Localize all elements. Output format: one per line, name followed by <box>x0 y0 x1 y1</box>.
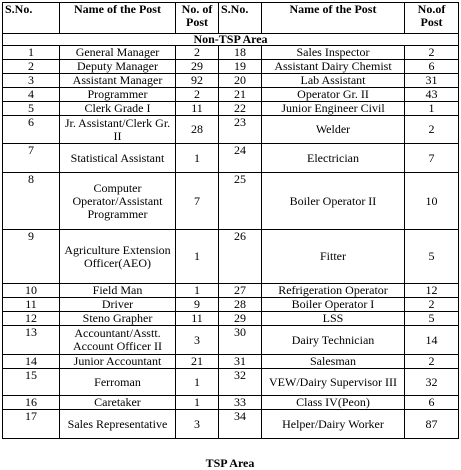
cell-post-name-2: Refrigeration Operator <box>262 284 405 298</box>
cell-post-name-2: Helper/Dairy Worker <box>262 410 405 439</box>
cell-sno-2: 30 <box>219 326 262 355</box>
cell-post-count-1: 3 <box>176 326 219 355</box>
cell-post-name-2: Sales Inspector <box>262 46 405 60</box>
cell-sno-2: 21 <box>219 88 262 102</box>
cell-post-name-2: Boiler Operator I <box>262 298 405 312</box>
table-row <box>3 88 459 102</box>
section-title: Non-TSP Area <box>3 34 459 46</box>
cell-post-name-1: Computer Operator/Assistant Programmer <box>60 173 176 230</box>
table-row <box>3 369 459 396</box>
cell-post-count-2: 7 <box>405 144 459 173</box>
cell-post-count-2: 10 <box>405 173 459 230</box>
cell-post-name-1: Steno Grapher <box>60 312 176 326</box>
cell-sno-1: 11 <box>3 298 60 312</box>
cell-post-count-1: 1 <box>176 144 219 173</box>
cell-sno-1: 1 <box>3 46 60 60</box>
table-row <box>3 60 459 74</box>
next-section-title: TSP Area <box>205 456 255 470</box>
cell-post-count-2: 32 <box>405 369 459 396</box>
cell-sno-2: 20 <box>219 74 262 88</box>
cell-post-name-1: Caretaker <box>60 396 176 410</box>
cell-post-count-1: 28 <box>176 116 219 144</box>
cell-post-name-2: Lab Assistant <box>262 74 405 88</box>
cell-post-count-1: 9 <box>176 298 219 312</box>
table-row <box>3 396 459 410</box>
cell-post-count-1: 7 <box>176 173 219 230</box>
cell-post-count-2: 43 <box>405 88 459 102</box>
cell-post-count-1: 21 <box>176 355 219 369</box>
header-post-count-1: No. of Post <box>176 3 219 34</box>
cell-post-count-1: 1 <box>176 230 219 284</box>
cell-post-name-2: Assistant Dairy Chemist <box>262 60 405 74</box>
table-row <box>3 144 459 173</box>
cell-post-count-2: 6 <box>405 60 459 74</box>
table-row <box>3 173 459 230</box>
cell-post-count-1: 2 <box>176 88 219 102</box>
cell-post-count-1: 3 <box>176 410 219 439</box>
cell-post-name-1: Junior Accountant <box>60 355 176 369</box>
cell-post-name-2: Dairy Technician <box>262 326 405 355</box>
cell-post-name-1: Programmer <box>60 88 176 102</box>
cell-post-name-1: Jr. Assistant/Clerk Gr. II <box>60 116 176 144</box>
cell-sno-2: 18 <box>219 46 262 60</box>
cell-post-name-1: Statistical Assistant <box>60 144 176 173</box>
cell-sno-2: 23 <box>219 116 262 144</box>
table-row <box>3 312 459 326</box>
cell-post-name-1: Assistant Manager <box>60 74 176 88</box>
cell-sno-2: 25 <box>219 173 262 230</box>
cell-post-count-2: 2 <box>405 116 459 144</box>
posts-table <box>2 2 459 439</box>
cell-sno-1: 12 <box>3 312 60 326</box>
cell-post-count-2: 1 <box>405 102 459 116</box>
header-row <box>3 3 459 34</box>
cell-post-count-2: 31 <box>405 74 459 88</box>
cell-sno-2: 33 <box>219 396 262 410</box>
cell-post-name-1: Deputy Manager <box>60 60 176 74</box>
cell-sno-1: 5 <box>3 102 60 116</box>
cell-post-name-2: Operator Gr. II <box>262 88 405 102</box>
cell-post-count-1: 11 <box>176 312 219 326</box>
cell-post-count-1: 11 <box>176 102 219 116</box>
cell-post-name-1: Driver <box>60 298 176 312</box>
cell-sno-2: 31 <box>219 355 262 369</box>
section-row <box>3 34 459 46</box>
cell-post-count-2: 6 <box>405 396 459 410</box>
cell-post-count-2: 5 <box>405 312 459 326</box>
cell-post-name-2: LSS <box>262 312 405 326</box>
cell-sno-1: 3 <box>3 74 60 88</box>
cell-sno-2: 27 <box>219 284 262 298</box>
cell-post-count-2: 14 <box>405 326 459 355</box>
cell-sno-1: 4 <box>3 88 60 102</box>
cell-sno-1: 16 <box>3 396 60 410</box>
header-post-count-2: No.of Post <box>405 3 459 34</box>
cell-post-name-2: Class IV(Peon) <box>262 396 405 410</box>
cell-sno-1: 9 <box>3 230 60 284</box>
table-row <box>3 46 459 60</box>
table-row <box>3 284 459 298</box>
cell-post-count-2: 2 <box>405 46 459 60</box>
cell-post-name-1: Accountant/Asstt. Account Officer II <box>60 326 176 355</box>
header-sno-2: S.No. <box>219 3 262 34</box>
table-row <box>3 355 459 369</box>
cell-post-count-1: 1 <box>176 396 219 410</box>
cell-sno-1: 6 <box>3 116 60 144</box>
table-row <box>3 230 459 284</box>
cell-post-name-1: General Manager <box>60 46 176 60</box>
header-post-name-2: Name of the Post <box>262 3 405 34</box>
cell-post-count-2: 87 <box>405 410 459 439</box>
cell-post-name-2: VEW/Dairy Supervisor III <box>262 369 405 396</box>
cell-post-count-2: 5 <box>405 230 459 284</box>
cell-sno-2: 26 <box>219 230 262 284</box>
cell-post-count-2: 2 <box>405 355 459 369</box>
cell-post-count-1: 2 <box>176 46 219 60</box>
cell-post-count-2: 12 <box>405 284 459 298</box>
table-body <box>3 34 459 439</box>
cell-post-name-2: Boiler Operator II <box>262 173 405 230</box>
table-row <box>3 116 459 144</box>
cell-sno-1: 7 <box>3 144 60 173</box>
cell-post-name-2: Welder <box>262 116 405 144</box>
cell-sno-1: 10 <box>3 284 60 298</box>
cell-sno-1: 13 <box>3 326 60 355</box>
table-row <box>3 102 459 116</box>
cell-sno-1: 15 <box>3 369 60 396</box>
table-row <box>3 410 459 439</box>
cell-sno-2: 19 <box>219 60 262 74</box>
cell-post-count-2: 2 <box>405 298 459 312</box>
cell-sno-2: 29 <box>219 312 262 326</box>
cell-post-name-1: Field Man <box>60 284 176 298</box>
cell-sno-2: 32 <box>219 369 262 396</box>
cell-post-count-1: 1 <box>176 284 219 298</box>
cell-post-name-1: Agriculture Extension Officer(AEO) <box>60 230 176 284</box>
cell-sno-1: 14 <box>3 355 60 369</box>
cell-post-name-1: Sales Representative <box>60 410 176 439</box>
cell-post-name-1: Ferroman <box>60 369 176 396</box>
cell-post-name-1: Clerk Grade I <box>60 102 176 116</box>
cell-sno-1: 17 <box>3 410 60 439</box>
cell-sno-2: 28 <box>219 298 262 312</box>
table-row <box>3 74 459 88</box>
cell-post-count-1: 1 <box>176 369 219 396</box>
cell-sno-1: 8 <box>3 173 60 230</box>
table-row <box>3 298 459 312</box>
cell-post-name-2: Junior Engineer Civil <box>262 102 405 116</box>
cell-post-name-2: Fitter <box>262 230 405 284</box>
table-row <box>3 326 459 355</box>
header-sno-1: S.No. <box>3 3 60 34</box>
header-post-name-1: Name of the Post <box>60 3 176 34</box>
cell-sno-2: 34 <box>219 410 262 439</box>
cell-post-name-2: Salesman <box>262 355 405 369</box>
cell-post-name-2: Electrician <box>262 144 405 173</box>
cell-post-count-1: 92 <box>176 74 219 88</box>
cell-sno-1: 2 <box>3 60 60 74</box>
cell-sno-2: 22 <box>219 102 262 116</box>
cell-post-count-1: 29 <box>176 60 219 74</box>
cell-sno-2: 24 <box>219 144 262 173</box>
